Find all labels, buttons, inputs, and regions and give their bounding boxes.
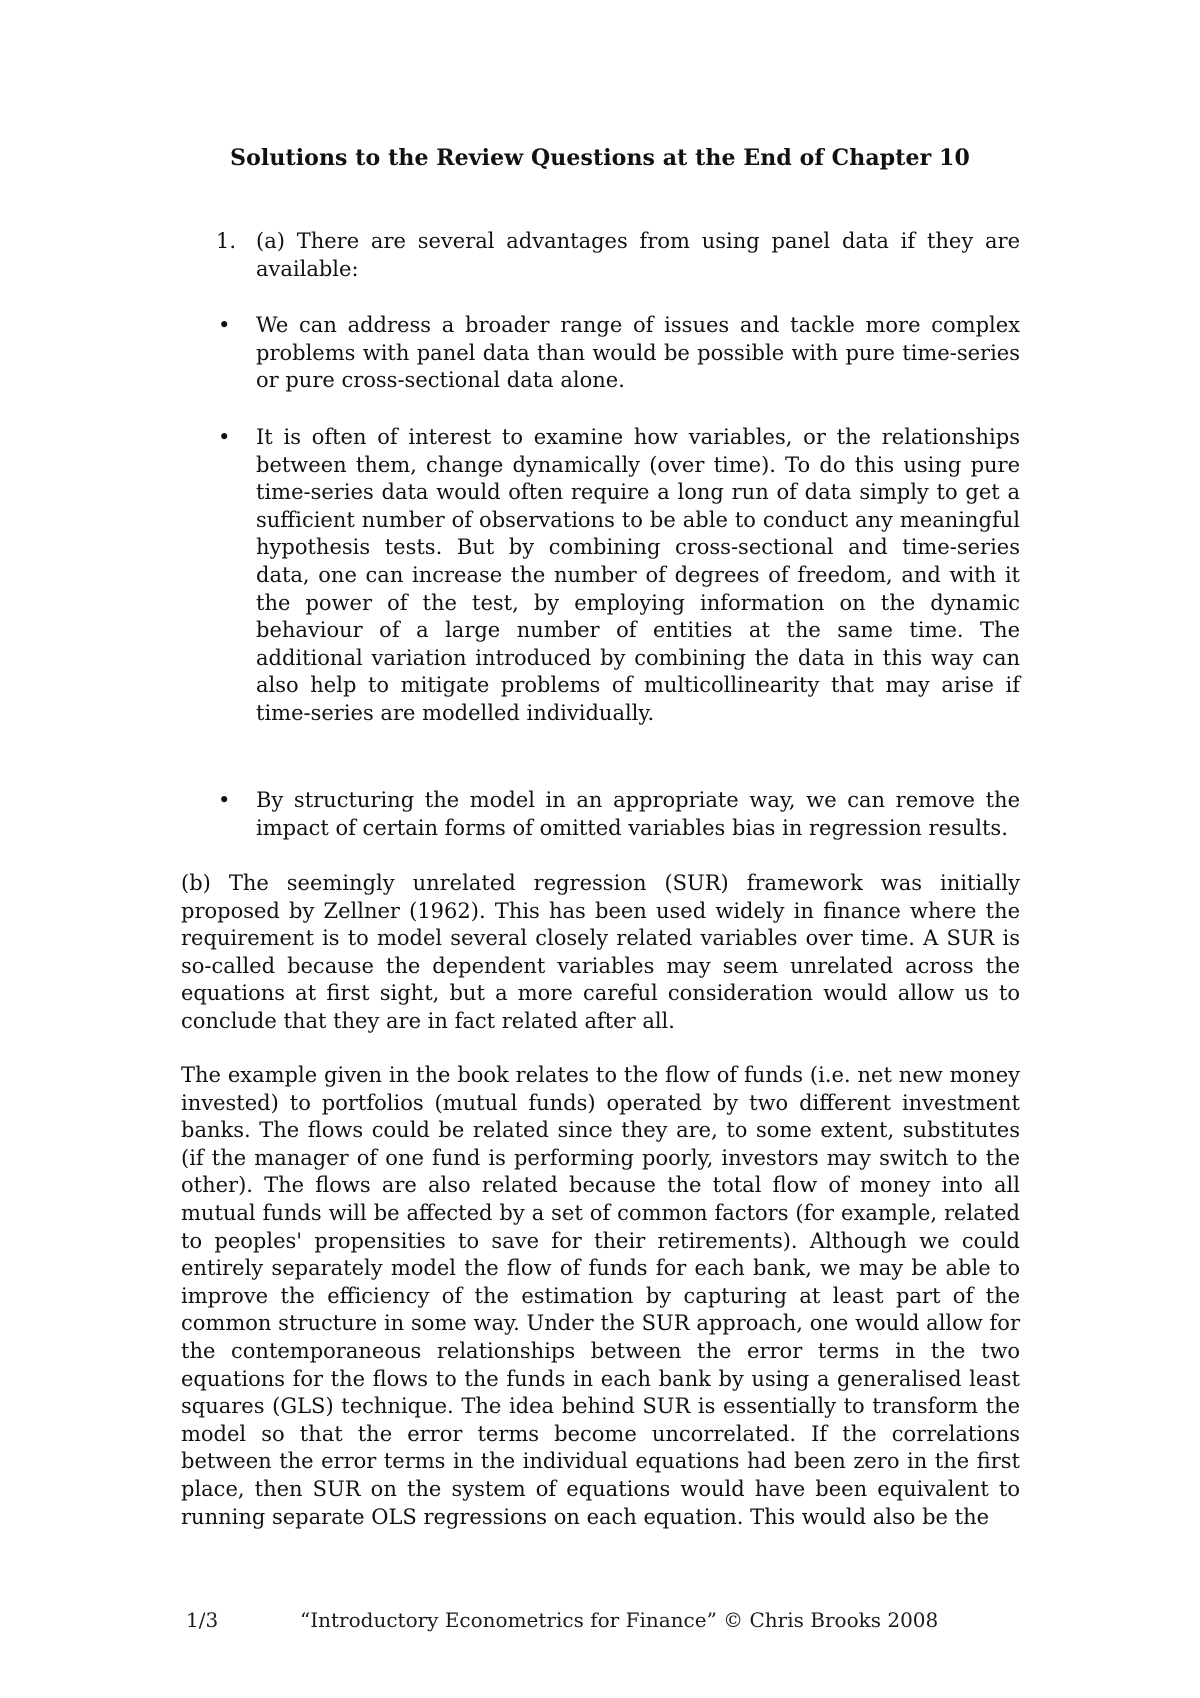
copyright-notice: “Introductory Econometrics for Finance” © Chris Brooks 2008 <box>300 1608 939 1632</box>
question-1a-intro: (a) There are several advantages from using panel data if they are available: <box>256 229 1020 281</box>
bullet-icon: • <box>218 425 231 449</box>
bullet-text: It is often of interest to examine how variables, or the relationships between them, change dynamically (over time). To do this using pure time-series data would often require a long run of data simply to get a sufficient number of observations to be able to conduct any meaningful hypothesis tests. But by combining cross-sectional and time-series data, one can increase the number of degrees of freedom, and with it the power of the test, by employing information on the dynamic behaviour of a large number of entities at the same time. The additional variation introduced by combining the data in this way can also help to mitigate problems of multicollinearity that may arise if time-series are modelled individually. <box>256 425 1020 725</box>
page-title: Solutions to the Review Questions at the End of Chapter 10 <box>230 145 970 171</box>
question-1b-paragraph: (b) The seemingly unrelated regression (SUR) framework was initially proposed by Zellner (1962). This has been used widely in finance where the requirement is to model several closely related variables over time. A SUR is so-called because the dependent variables may seem unrelated across the equations at first sight, but a more careful consideration would allow us to conclude that they are in fact related after all. <box>181 871 1020 1033</box>
bullet-text: By structuring the model in an appropriate way, we can remove the impact of certain forms of omitted variables bias in regression results. <box>256 788 1020 840</box>
page-number: 1/3 <box>186 1608 219 1632</box>
bullet-icon: • <box>218 313 231 337</box>
bullet-item <box>216 424 1020 728</box>
question-number: 1. <box>216 229 237 253</box>
bullet-item <box>216 312 1020 395</box>
question-1 <box>216 228 1020 283</box>
question-1b-example-paragraph: The example given in the book relates to the flow of funds (i.e. net new money invested) to portfolios (mutual funds) operated by two different investment banks. The flows could be related since they are, to some extent, substitutes (if the manager of one fund is performing poorly, investors may switch to the other). The flows are also related because the total flow of money into all mutual funds will be affected by a set of common factors (for example, related to peoples' propensities to save for their retirements). Although we could entirely separately model the flow of funds for each bank, we may be able to improve the efficiency of the estimation by capturing at least part of the common structure in some way. Under the SUR approach, one would allow for the contemporaneous relationships between the error terms in the two equations for the flows to the funds in each bank by using a generalised least squares (GLS) technique. The idea behind SUR is essentially to transform the model so that the error terms become uncorrelated. If the correlations between the error terms in the individual equations had been zero in the first place, then SUR on the system of equations would have been equivalent to running separate OLS regressions on each equation. This would also be the <box>181 1063 1020 1529</box>
bullet-text: We can address a broader range of issues and tackle more complex problems with panel data than would be possible with pure time-series or pure cross-sectional data alone. <box>256 313 1020 393</box>
bullet-icon: • <box>218 788 231 812</box>
bullet-item <box>216 787 1020 842</box>
